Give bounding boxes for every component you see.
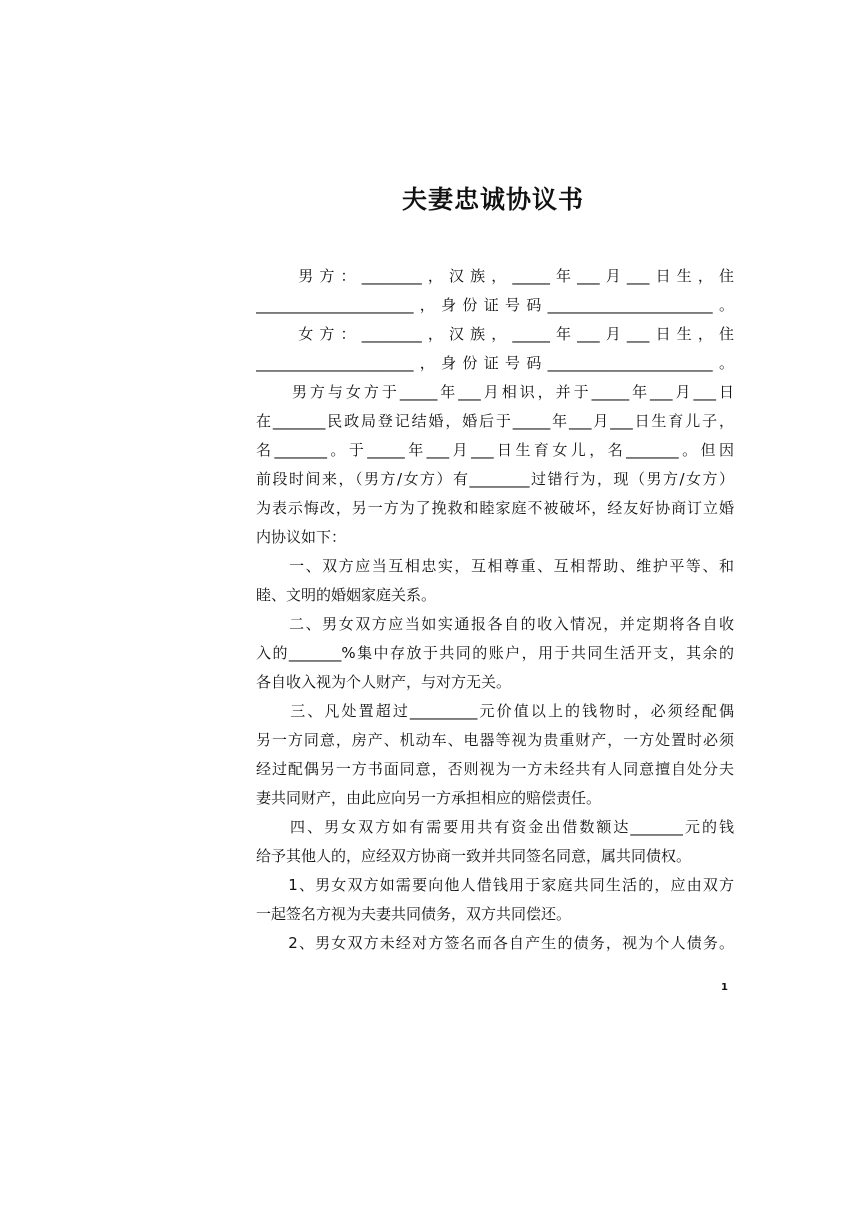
text-line: 名_______。于_____年___月___日生育女儿，名_______。但因	[256, 441, 734, 459]
page-number: 1	[721, 982, 728, 993]
text-line: 经过配偶另一方书面同意，否则视为一方未经共有人同意擅自处分夫	[256, 760, 734, 778]
text-line: 内协议如下：	[256, 528, 347, 546]
text-line: 二、男女双方应当如实通报各自的收入情况，并定期将各自收	[256, 615, 734, 633]
text-line: 一起签名方视为夫妻共同债务，双方共同偿还。	[256, 905, 572, 923]
text-line: 男方：________，汉族，_____年___月___日生，住	[256, 267, 734, 285]
text-line: 各自收入视为个人财产，与对方无关。	[256, 673, 512, 691]
text-line: 男方与女方于_____年___月相识，并于_____年___月___日	[256, 383, 734, 401]
document-title: 夫妻忠诚协议书	[401, 185, 584, 214]
text-line: 入的_______%集中存放于共同的账户，用于共同生活开支，其余的	[256, 644, 734, 662]
text-line: 为表示悔改，另一方为了挽救和睦家庭不被破坏，经友好协商订立婚	[256, 499, 734, 517]
text-line: 睦、文明的婚姻家庭关系。	[256, 586, 437, 604]
text-line: 2、男女双方未经对方签名而各自产生的债务，视为个人债务。	[256, 934, 734, 952]
text-line: 四、男女双方如有需要用共有资金出借数额达_______元的钱	[256, 818, 734, 836]
text-line: 前段时间来，（男方/女方）有________过错行为，现（男方/女方）	[256, 470, 734, 488]
text-line: 三、凡处置超过_________元价值以上的钱物时，必须经配偶	[256, 702, 734, 720]
text-line: 妻共同财产，由此应向另一方承担相应的赔偿责任。	[256, 789, 602, 807]
text-line: 女方：________，汉族，_____年___月___日生，住	[256, 325, 734, 343]
text-line: 1、男女双方如需要向他人借钱用于家庭共同生活的，应由双方	[256, 876, 734, 894]
text-line: _____________________，身份证号码______________________。	[256, 296, 734, 314]
text-line: 另一方同意，房产、机动车、电器等视为贵重财产，一方处置时必须	[256, 731, 734, 749]
document-body	[256, 262, 734, 958]
text-line: 给予其他人的，应经双方协商一致并共同签名同意，属共同债权。	[256, 847, 692, 865]
text-line: _____________________，身份证号码______________________。	[256, 354, 734, 372]
text-line: 在_______民政局登记结婚，婚后于_____年___月___日生育儿子，	[256, 412, 734, 430]
text-line: 一、双方应当互相忠实，互相尊重、互相帮助、维护平等、和	[256, 557, 734, 575]
